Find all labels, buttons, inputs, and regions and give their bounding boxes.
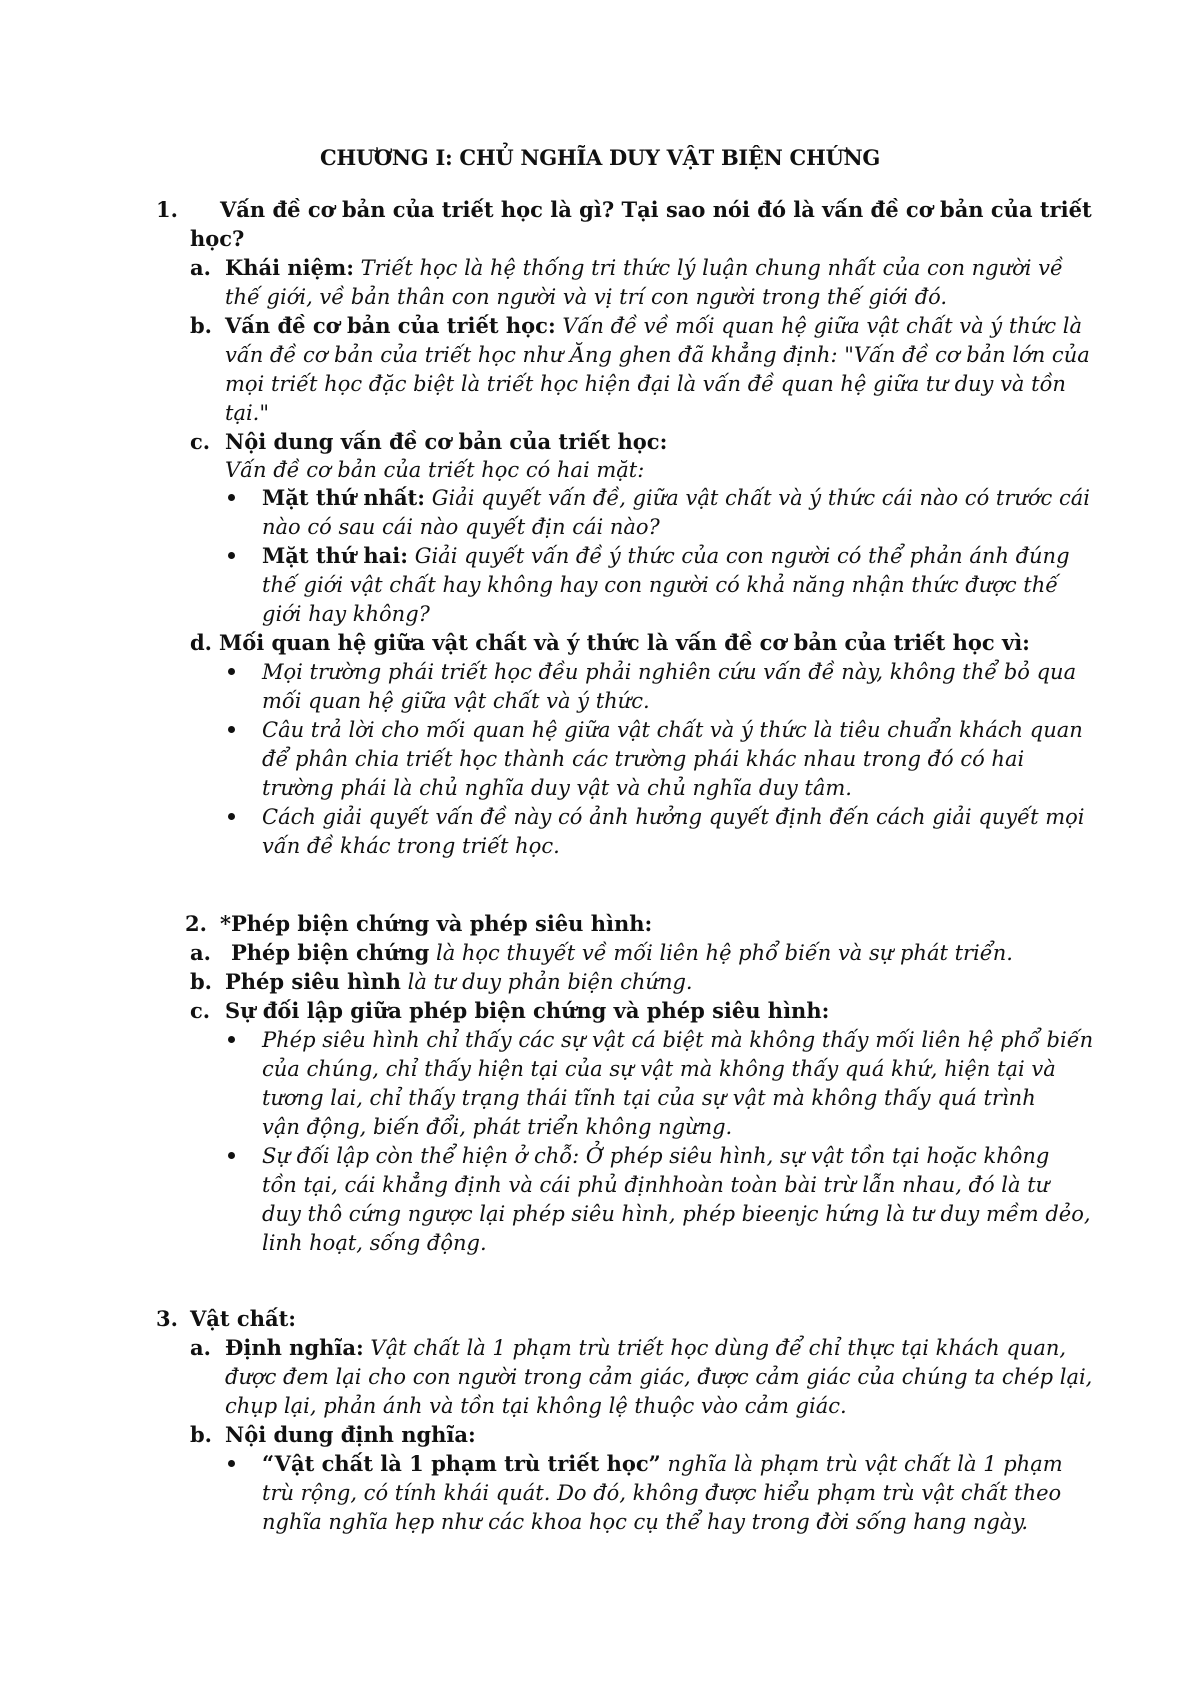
bullet-icon <box>228 726 235 733</box>
item-1a-line: Khái niệm: Triết học là hệ thống tri thức lý luận chung nhất của con người về <box>225 255 1063 280</box>
item-2c-bullet-1: Phép siêu hình chỉ thấy các sự vật cá biệt mà không thấy mối liên hệ phổ biến <box>262 1028 1094 1052</box>
section-3-heading: Vật chất: <box>190 1306 297 1331</box>
item-2c-bullet-1-cont: của chúng, chỉ thấy hiện tại của sự vật mà không thấy quá khứ, hiện tại và <box>262 1057 1056 1081</box>
item-3b-bullet-1-cont: trù rộng, có tính khái quát. Do đó, không được hiểu phạm trù vật chất theo <box>262 1481 1062 1505</box>
item-1c-bullet-2: Mặt thứ hai: Giải quyết vấn đề ý thức của con người có thể phản ánh đúng <box>262 543 1070 568</box>
item-2c-bullet-1-cont: vận động, biến đổi, phát triển không ngừng. <box>262 1115 733 1139</box>
bullet-icon <box>228 668 235 675</box>
item-1d-bullet-3-cont: vấn đề khác trong triết học. <box>262 834 560 858</box>
item-1d-bullet-2-cont: để phân chia triết học thành các trường phái khác nhau trong đó có hai <box>262 747 1025 771</box>
bullet-icon <box>228 494 235 501</box>
item-1c-bullet-1: Mặt thứ nhất: Giải quyết vấn đề, giữa vật chất và ý thức cái nào có trước cái <box>262 485 1090 510</box>
bullet-icon <box>228 552 235 559</box>
item-1d-bullet-1: Mọi trường phái triết học đều phải nghiên cứu vấn đề này, không thể bỏ qua <box>262 660 1077 684</box>
item-2a-label: a. <box>190 940 211 965</box>
item-1b-line: Vấn đề cơ bản của triết học: Vấn đề về mối quan hệ giữa vật chất và ý thức là <box>225 313 1083 338</box>
item-3b-term: Nội dung định nghĩa: <box>225 1422 476 1447</box>
item-2c-label: c. <box>190 998 211 1023</box>
item-1c-bullet-2-cont: giới hay không? <box>262 602 430 626</box>
bullet-icon <box>228 1460 235 1467</box>
item-1a-line: thế giới, về bản thân con người và vị trí con người trong thế giới đó. <box>225 285 948 309</box>
item-2b-line: Phép siêu hình là tư duy phản biện chứng. <box>225 969 693 994</box>
item-3b-bullet-1-cont: nghĩa nghĩa hẹp như các khoa học cụ thể hay trong đời sống hang ngày. <box>262 1510 1029 1534</box>
item-2c-bullet-2-cont: duy thô cứng ngược lại phép siêu hình, phép bieenjc hứng là tư duy mềm dẻo, <box>262 1202 1091 1226</box>
item-1a-label: a. <box>190 255 211 280</box>
item-3a-line: chụp lại, phản ánh và tồn tại không lệ thuộc vào cảm giác. <box>225 1394 847 1418</box>
section-2-heading: *Phép biện chứng và phép siêu hình: <box>220 911 653 936</box>
item-1c-bullet-2-cont: thế giới vật chất hay không hay con người có khả năng nhận thức được thế <box>262 573 1059 597</box>
bullet-icon <box>228 1152 235 1159</box>
section-1-number: 1. <box>156 197 178 222</box>
item-1c-bullet-1-cont: nào có sau cái nào quyết địn cái nào? <box>262 515 660 539</box>
item-1c-intro: Vấn đề cơ bản của triết học có hai mặt: <box>225 458 645 482</box>
item-2c-bullet-2-cont: linh hoạt, sống động. <box>262 1231 487 1255</box>
item-3a-label: a. <box>190 1335 211 1360</box>
section-1-heading-cont: học? <box>190 226 245 251</box>
item-3a-line: được đem lại cho con người trong cảm giác, được cảm giác của chúng ta chép lại, <box>225 1365 1093 1389</box>
item-1d-term: Mối quan hệ giữa vật chất và ý thức là vấn đề cơ bản của triết học vì: <box>219 630 1030 655</box>
section-1-heading: Vấn đề cơ bản của triết học là gì? Tại sao nói đó là vấn đề cơ bản của triết <box>220 197 1092 222</box>
item-1b-label: b. <box>190 313 212 338</box>
item-2c-bullet-2: Sự đối lập còn thể hiện ở chỗ: Ở phép siêu hình, sự vật tồn tại hoặc không <box>262 1144 1050 1168</box>
section-3-number: 3. <box>156 1306 178 1331</box>
item-1d-bullet-2: Câu trả lời cho mối quan hệ giữa vật chất và ý thức là tiêu chuẩn khách quan <box>262 718 1083 742</box>
item-2a-line: Phép biện chứng là học thuyết về mối liên hệ phổ biến và sự phát triển. <box>231 940 1013 965</box>
item-3a-line: Định nghĩa: Vật chất là 1 phạm trù triết học dùng để chỉ thực tại khách quan, <box>225 1335 1067 1360</box>
item-3b-label: b. <box>190 1422 212 1447</box>
item-1d-bullet-2-cont: trường phái là chủ nghĩa duy vật và chủ nghĩa duy tâm. <box>262 776 852 800</box>
item-1b-line: vấn đề cơ bản của triết học như Ăng ghen đã khẳng định: "Vấn đề cơ bản lớn của <box>225 343 1090 367</box>
page-title: CHƯƠNG I: CHỦ NGHĨA DUY VẬT BIỆN CHỨNG <box>319 145 881 170</box>
item-2c-term: Sự đối lập giữa phép biện chứng và phép siêu hình: <box>225 998 830 1023</box>
item-2c-bullet-1-cont: tương lai, chỉ thấy trạng thái tĩnh tại của sự vật mà không thấy quá trình <box>262 1086 1036 1110</box>
item-1b-line: mọi triết học đặc biệt là triết học hiện đại là vấn đề quan hệ giữa tư duy và tồn <box>225 372 1066 396</box>
item-1c-label: c. <box>190 429 211 454</box>
bullet-icon <box>228 813 235 820</box>
item-1b-line: tại." <box>225 401 270 425</box>
item-3b-bullet-1: “Vật chất là 1 phạm trù triết học” nghĩa là phạm trù vật chất là 1 phạm <box>262 1451 1063 1476</box>
item-1d-label: d. <box>190 630 212 655</box>
item-1d-bullet-3: Cách giải quyết vấn đề này có ảnh hưởng quyết định đến cách giải quyết mọi <box>262 805 1085 829</box>
item-2b-label: b. <box>190 969 212 994</box>
item-1d-bullet-1-cont: mối quan hệ giữa vật chất và ý thức. <box>262 689 650 713</box>
bullet-icon <box>228 1036 235 1043</box>
section-2-number: 2. <box>185 911 207 936</box>
item-2c-bullet-2-cont: tồn tại, cái khẳng định và cái phủ địnhhoàn toàn bài trừ lẫn nhau, đó là tư <box>262 1173 1050 1197</box>
item-1c-term: Nội dung vấn đề cơ bản của triết học: <box>225 429 668 454</box>
